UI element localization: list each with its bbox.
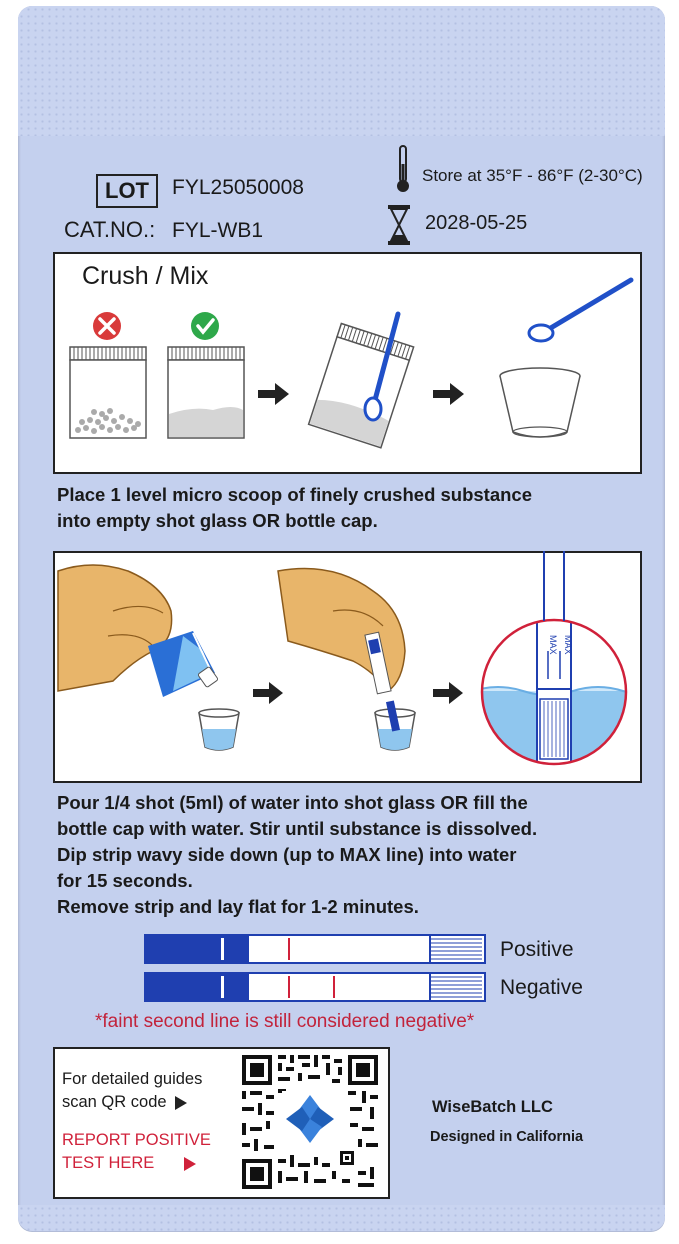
cross-icon bbox=[93, 312, 121, 340]
qr-code[interactable] bbox=[238, 1051, 382, 1193]
crush-mix-illustration bbox=[53, 252, 638, 470]
zoom-detail-icon bbox=[473, 551, 653, 771]
mixing-jar-icon bbox=[309, 324, 414, 448]
thermometer-icon bbox=[395, 144, 411, 194]
scoop-icon bbox=[529, 280, 631, 341]
max-label-left: MAX bbox=[548, 635, 558, 655]
positive-strip bbox=[145, 935, 485, 963]
fine-jar-icon bbox=[168, 347, 244, 438]
arrow-icon bbox=[258, 383, 289, 405]
pouch-bottom-seal bbox=[18, 1205, 665, 1231]
negative-strip bbox=[145, 973, 485, 1001]
play-arrow-icon bbox=[175, 1096, 187, 1110]
storage-temperature: Store at 35°F - 86°F (2-30°C) bbox=[422, 166, 643, 185]
designed-in: Designed in California bbox=[430, 1129, 584, 1145]
step2-line-1: Pour 1/4 shot (5ml) of water into shot glass OR fill the bbox=[57, 792, 528, 813]
dipping-hand-icon bbox=[278, 569, 405, 694]
shot-glass-icon bbox=[375, 700, 415, 750]
step2-instructions bbox=[57, 790, 657, 920]
company-name: WiseBatch LLC bbox=[432, 1098, 553, 1116]
shot-glass-icon bbox=[199, 709, 239, 750]
arrow-icon bbox=[253, 682, 283, 704]
report-text[interactable] bbox=[62, 1129, 211, 1175]
max-label-right: MAX bbox=[563, 635, 573, 655]
shot-glass-icon bbox=[500, 368, 580, 437]
guides-line-2: scan QR code bbox=[62, 1093, 167, 1111]
report-line-1: REPORT POSITIVE bbox=[62, 1131, 211, 1149]
guides-line-1: For detailed guides bbox=[62, 1070, 203, 1088]
pouch-top-seal bbox=[18, 6, 665, 136]
brand-logo-icon bbox=[282, 1091, 338, 1147]
step1-instructions bbox=[57, 482, 657, 534]
report-line-2: TEST HERE bbox=[62, 1154, 155, 1172]
play-arrow-icon bbox=[184, 1157, 196, 1171]
faint-line-note: *faint second line is still considered negative* bbox=[95, 1011, 475, 1032]
lot-box: LOT bbox=[96, 174, 158, 208]
lot-number: FYL25050008 bbox=[172, 176, 304, 199]
step2-line-2: bottle cap with water. Stir until substance is dissolved. bbox=[57, 818, 538, 839]
coarse-jar-icon bbox=[70, 347, 146, 438]
expiry-date: 2028-05-25 bbox=[425, 212, 528, 234]
pouring-hand-icon bbox=[58, 565, 218, 697]
step2-line-5: Remove strip and lay flat for 1-2 minutes. bbox=[57, 896, 419, 917]
catalog-number: FYL-WB1 bbox=[172, 219, 264, 242]
step2-line-4: for 15 seconds. bbox=[57, 870, 193, 891]
arrow-icon bbox=[433, 682, 463, 704]
crush-mix-title: Crush / Mix bbox=[82, 262, 209, 290]
step1-line-1: Place 1 level micro scoop of finely crushed substance bbox=[57, 484, 533, 505]
catalog-label: CAT.NO.: bbox=[64, 217, 156, 242]
guides-text bbox=[62, 1068, 202, 1114]
hourglass-icon bbox=[388, 205, 410, 245]
arrow-icon bbox=[433, 383, 464, 405]
step2-line-3: Dip strip wavy side down (up to MAX line) into water bbox=[57, 844, 517, 865]
positive-label: Positive bbox=[500, 938, 574, 961]
dip-test-illustration bbox=[53, 551, 638, 779]
check-icon bbox=[191, 312, 219, 340]
negative-label: Negative bbox=[500, 976, 583, 999]
step1-line-2: into empty shot glass OR bottle cap. bbox=[57, 510, 378, 531]
